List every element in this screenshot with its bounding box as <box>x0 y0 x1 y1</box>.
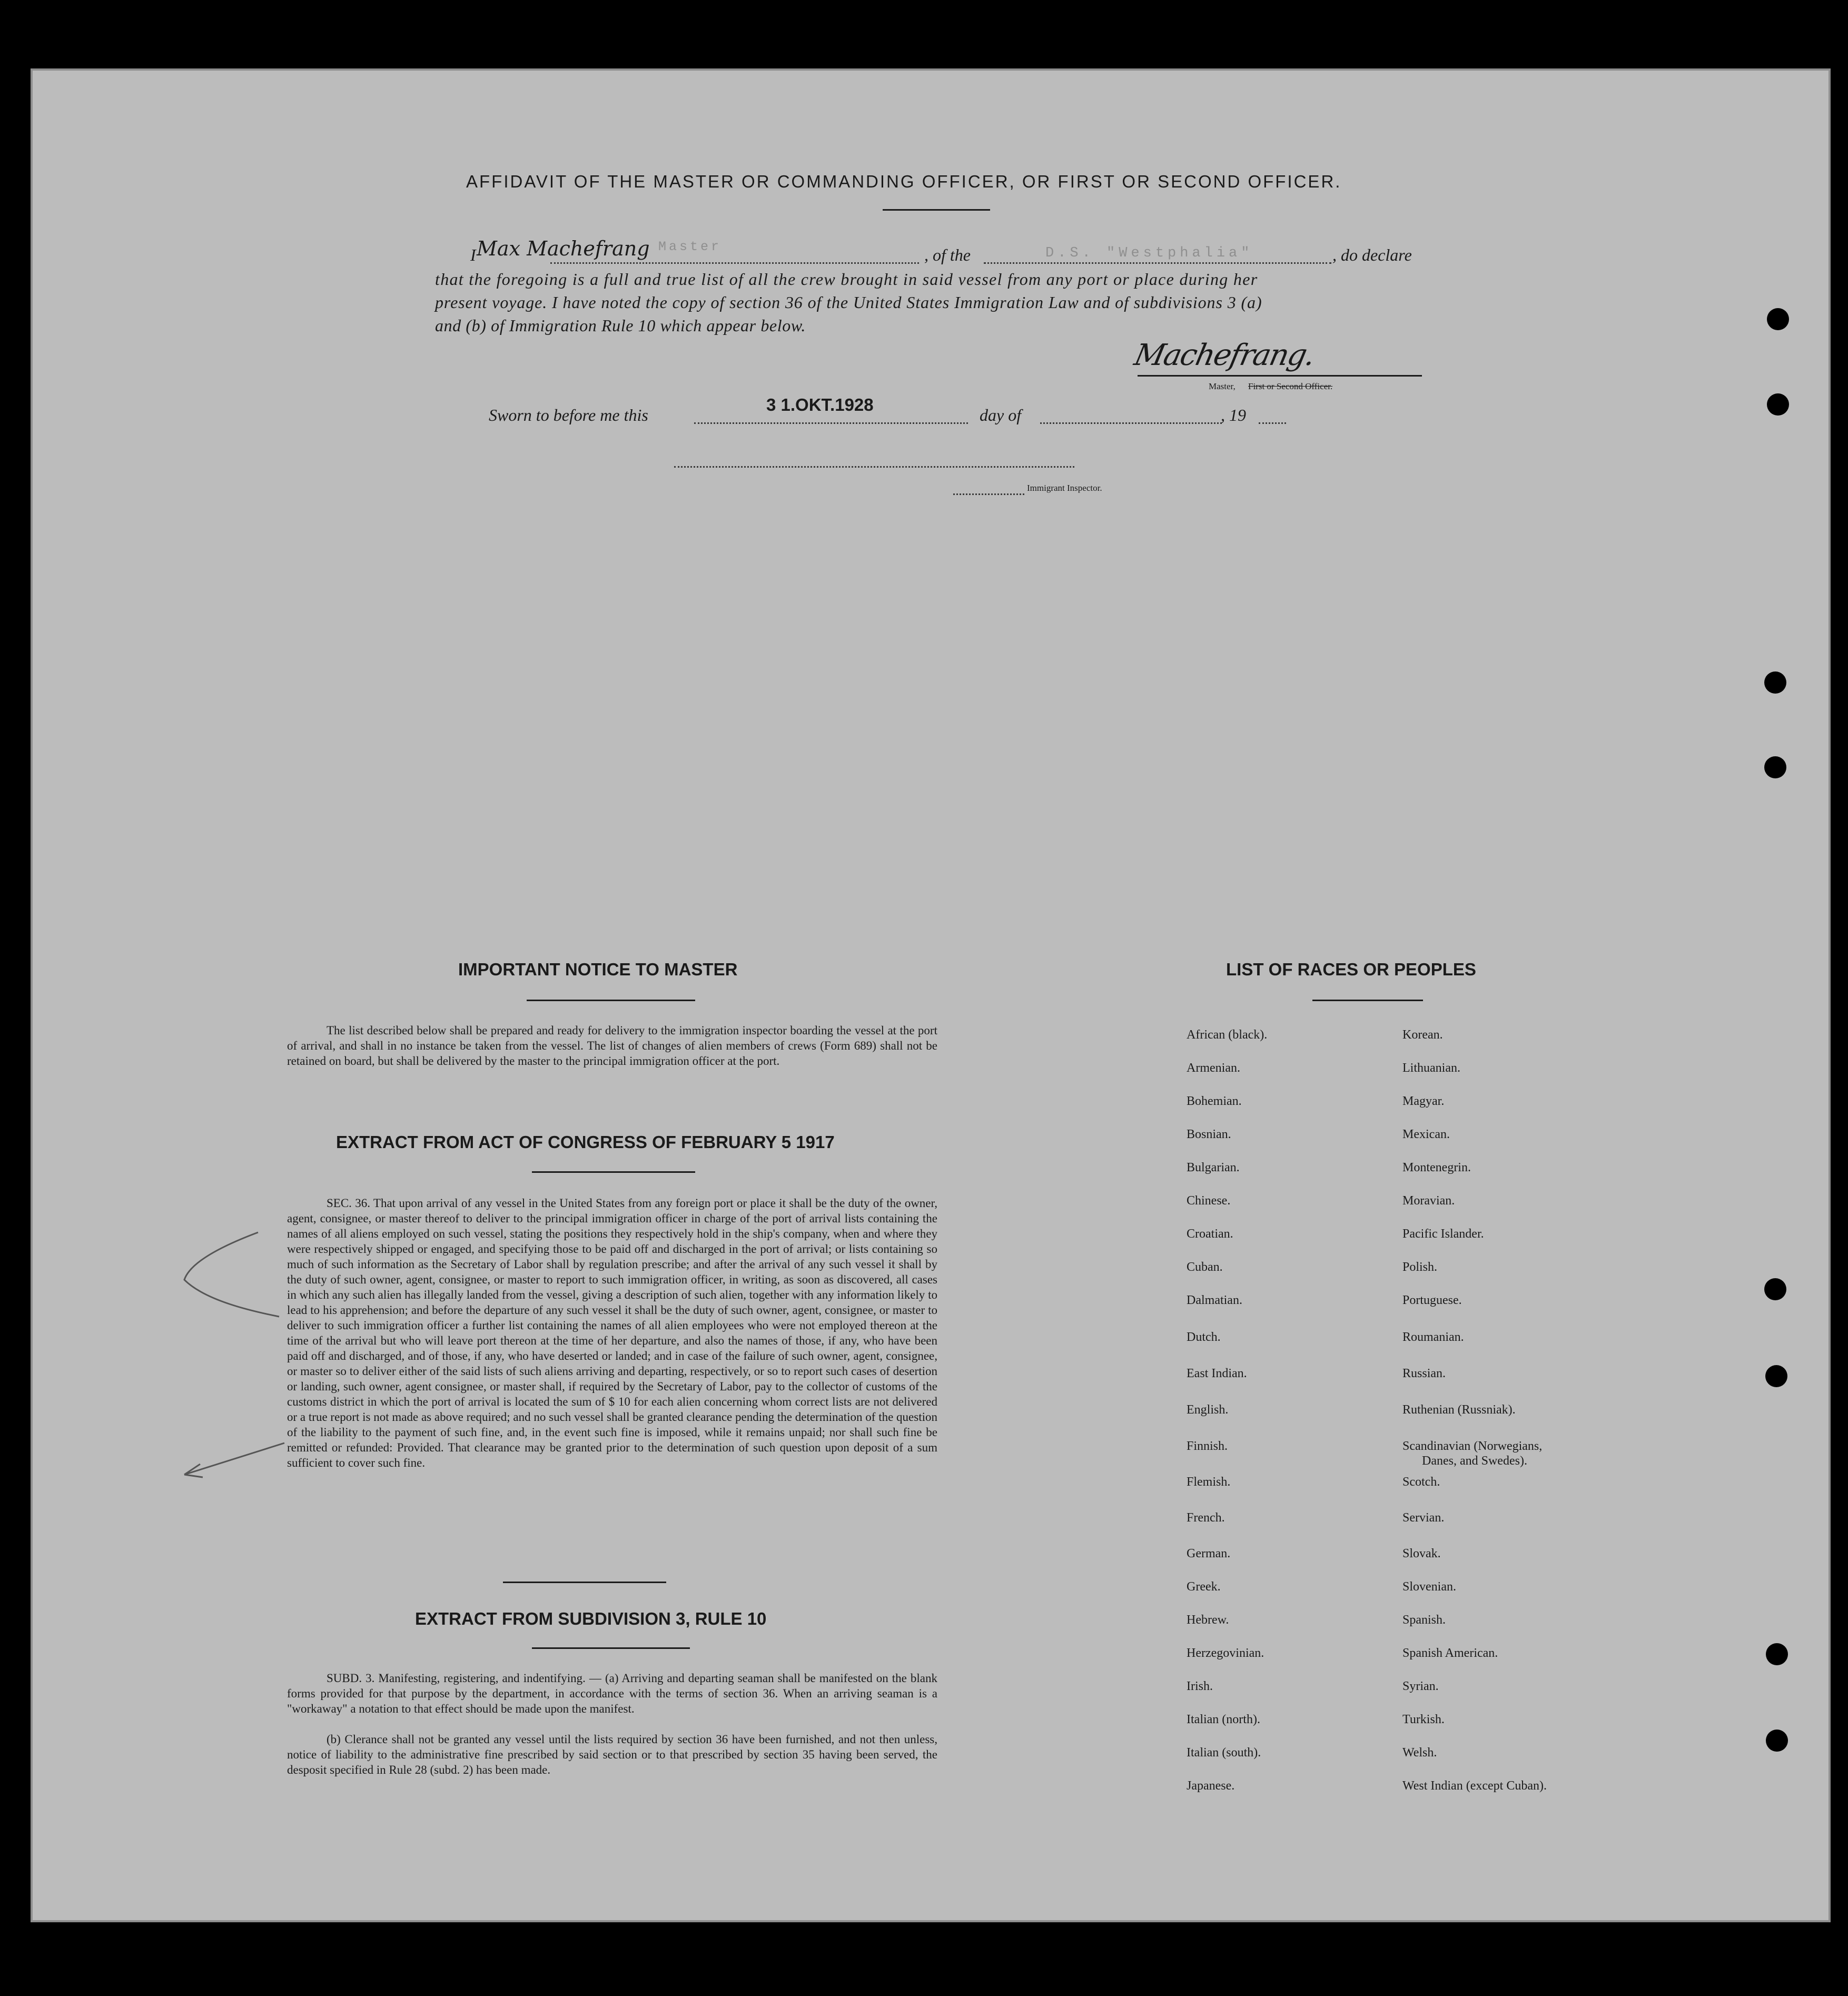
date-stamp: 3 1.OKT.1928 <box>766 395 874 414</box>
inspector-label: Immigrant Inspector. <box>1027 483 1102 493</box>
race-item: Scotch. <box>1402 1475 1440 1489</box>
affidavit-line-4: and (b) of Immigration Rule 10 which appear below. <box>435 316 806 335</box>
race-item: Italian (north). <box>1187 1713 1260 1726</box>
race-item: Ruthenian (Russniak). <box>1402 1403 1516 1417</box>
race-item: Korean. <box>1402 1028 1443 1042</box>
race-item: Irish. <box>1187 1679 1213 1693</box>
race-item: Lithuanian. <box>1402 1061 1460 1075</box>
act-end-rule <box>503 1582 666 1583</box>
of-the-label: , of the <box>924 245 971 264</box>
race-item: Servian. <box>1402 1511 1445 1525</box>
race-item: Croatian. <box>1187 1227 1233 1241</box>
race-item: Bosnian. <box>1187 1128 1231 1141</box>
race-item: Dutch. <box>1187 1330 1221 1344</box>
race-item: Polish. <box>1402 1260 1438 1274</box>
race-item: Slovenian. <box>1402 1580 1456 1594</box>
inspector-prefix-line <box>953 493 1024 495</box>
race-item-continuation: Danes, and Swedes). <box>1422 1454 1527 1468</box>
race-item: Bohemian. <box>1187 1094 1242 1108</box>
inspector-signature-line <box>674 466 1074 468</box>
signature-underline <box>1138 375 1422 377</box>
races-underline <box>1312 1000 1423 1001</box>
do-declare-label: , do declare <box>1332 245 1412 264</box>
race-item: Syrian. <box>1402 1679 1439 1693</box>
punch-hole <box>1764 756 1786 778</box>
race-item: African (black). <box>1187 1028 1268 1042</box>
year-blank <box>1259 422 1286 424</box>
rule-subd-a: SUBD. 3. Manifesting, registering, and indentifying. — (a) Arriving and departing seaman shall be manifested on the blank forms provided for that purpose by the department, in accordance with the terms of section 36. When an arriving seaman is a "workaway" a notation to that effect should be made upon the manifest. <box>287 1672 937 1715</box>
race-item: French. <box>1187 1511 1225 1525</box>
document-page <box>31 68 1831 1922</box>
notice-text: The list described below shall be prepared and ready for delivery to the immigration inspector boarding the vessel at the port of arrival, and shall in no instance be taken from the vessel. The list of changes of alien members of crews (Form 689) shall not be retained on board, but shall be delivered by the master to the principal immigration officer at the port. <box>287 1024 937 1068</box>
race-item: Italian (south). <box>1187 1746 1261 1760</box>
master-signature: Machefrang. <box>1131 338 1318 372</box>
pencil-bracket-mark <box>174 1222 290 1485</box>
year-label: , 19 <box>1221 406 1246 424</box>
race-item: German. <box>1187 1547 1231 1560</box>
notice-underline <box>527 1000 695 1001</box>
punch-hole <box>1766 1730 1788 1752</box>
race-item: Chinese. <box>1187 1194 1231 1208</box>
punch-hole <box>1764 671 1786 694</box>
declarant-name: Max Machefrang <box>477 237 650 260</box>
affidavit-title: AFFIDAVIT OF THE MASTER OR COMMANDING OFFICER, OR FIRST OR SECOND OFFICER. <box>466 172 1342 191</box>
race-item: Bulgarian. <box>1187 1161 1240 1174</box>
vessel-blank-line <box>984 262 1331 264</box>
day-of-label: day of <box>980 406 1022 424</box>
race-item: Scandinavian (Norwegians, <box>1402 1439 1543 1453</box>
race-item: West Indian (except Cuban). <box>1402 1779 1547 1793</box>
race-item: Russian. <box>1402 1367 1446 1380</box>
race-item: Turkish. <box>1402 1713 1445 1726</box>
declarant-prefix: I <box>470 245 476 264</box>
race-item: Finnish. <box>1187 1439 1228 1453</box>
race-item: Welsh. <box>1402 1746 1437 1760</box>
rule-underline <box>532 1647 690 1649</box>
signer-title-struck: First or Second Officer. <box>1248 381 1333 391</box>
act-heading: EXTRACT FROM ACT OF CONGRESS OF FEBRUARY 5 1917 <box>336 1132 835 1152</box>
punch-hole <box>1766 1643 1788 1665</box>
race-item: Pacific Islander. <box>1402 1227 1484 1241</box>
punch-hole <box>1767 393 1789 416</box>
race-item: Dalmatian. <box>1187 1293 1242 1307</box>
punch-hole <box>1764 1278 1786 1300</box>
sworn-label: Sworn to before me this <box>489 406 648 424</box>
race-item: Hebrew. <box>1187 1613 1229 1627</box>
act-underline <box>532 1171 695 1173</box>
races-heading: LIST OF RACES OR PEOPLES <box>1226 960 1476 979</box>
race-item: Mexican. <box>1402 1128 1450 1141</box>
race-item: Magyar. <box>1402 1094 1445 1108</box>
race-item: Spanish American. <box>1402 1646 1498 1660</box>
sworn-date-blank <box>694 422 968 424</box>
act-text: SEC. 36. That upon arrival of any vessel in the United States from any foreign port or place it shall be the duty of the owner, agent, consignee, or master thereof to deliver to the principal immigration officer in charge of the port of arrival lists containing the names of all aliens employed on such vessel, stating the positions they respectively hold in the ship's company, when and where they were respectively shipped or engaged, and specifying those to be paid off and discharged in the port of arrival; or lists containing so much of such information as the Secretary of Labor shall by regulation prescribe; and after the arrival of any such vessel it shall by the duty of such owner, agent, consignee, or master to report to such immigration officer, in writing, as soon as discovered, all cases in which any such alien has illegally landed from the vessel, giving a description of such alien, together with any information likely to lead to his apprehension; and before the departure of any such vessel it shall be the duty of such owner, agent, consignee, or master to deliver to such immigration officer a further list containing the names of all alien employees who were not employed thereon at the time of the arrival but who will leave port thereon at the time of her departure, and also the names of those, if any, who have been paid off and discharged, and of those, if any, who have deserted or landed; and in case of the failure of such owner, agent, consignee, or master so to deliver either of the said lists of such aliens arriving and departing, respectively, or so to report such cases of desertion or landing, such owner, agent consignee, or master shall, if required by the Secretary of Labor, pay to the collector of customs of the customs district in which the port of arrival is located the sum of $ 10 for each alien concerning whom correct lists are not delivered or a true report is not made as above required; and no such vessel shall be granted clearance pending the determination of the question of the liability to the payment of such fine, and, in the event such fine is imposed, while it remains unpaid; nor shall such fine be remitted or refunded: Provided. That clearance may be granted prior to the determination of such question upon deposit of a sum sufficient to cover such fine. <box>287 1197 937 1469</box>
race-item: Montenegrin. <box>1402 1161 1471 1174</box>
title-underline <box>883 209 990 211</box>
punch-hole <box>1767 308 1789 330</box>
punch-hole <box>1765 1365 1787 1387</box>
race-item: East Indian. <box>1187 1367 1247 1380</box>
race-item: Roumanian. <box>1402 1330 1464 1344</box>
race-item: Japanese. <box>1187 1779 1235 1793</box>
race-item: Cuban. <box>1187 1260 1223 1274</box>
signer-title-master: Master, <box>1209 381 1236 391</box>
affidavit-line-3: present voyage. I have noted the copy of section 36 of the United States Immigration Law and of subdivisions 3 (a) <box>435 293 1262 312</box>
race-item: Portuguese. <box>1402 1293 1462 1307</box>
notice-heading: IMPORTANT NOTICE TO MASTER <box>458 960 738 979</box>
month-blank <box>1040 422 1222 424</box>
race-item: Herzegovinian. <box>1187 1646 1264 1660</box>
race-item: Flemish. <box>1187 1475 1231 1489</box>
race-item: Spanish. <box>1402 1613 1446 1627</box>
race-item: English. <box>1187 1403 1229 1417</box>
rule-heading: EXTRACT FROM SUBDIVISION 3, RULE 10 <box>415 1609 767 1628</box>
name-blank-line <box>550 262 919 264</box>
race-item: Greek. <box>1187 1580 1221 1594</box>
rule-subd-b: (b) Clerance shall not be granted any vessel until the lists required by section 36 have been furnished, and not then unless, notice of liability to the administrative fine prescribed by said section or to that prescribed by section 35 having been served, the desposit specified in Rule 28 (subd. 2) has been made. <box>287 1733 937 1776</box>
declarant-role: Master <box>658 239 722 254</box>
affidavit-line-2: that the foregoing is a full and true list of all the crew brought in said vessel from any port or place during her <box>435 270 1258 289</box>
race-item: Armenian. <box>1187 1061 1240 1075</box>
race-item: Slovak. <box>1402 1547 1441 1560</box>
race-item: Moravian. <box>1402 1194 1455 1208</box>
vessel-name: D.S. "Westphalia" <box>1045 245 1253 261</box>
